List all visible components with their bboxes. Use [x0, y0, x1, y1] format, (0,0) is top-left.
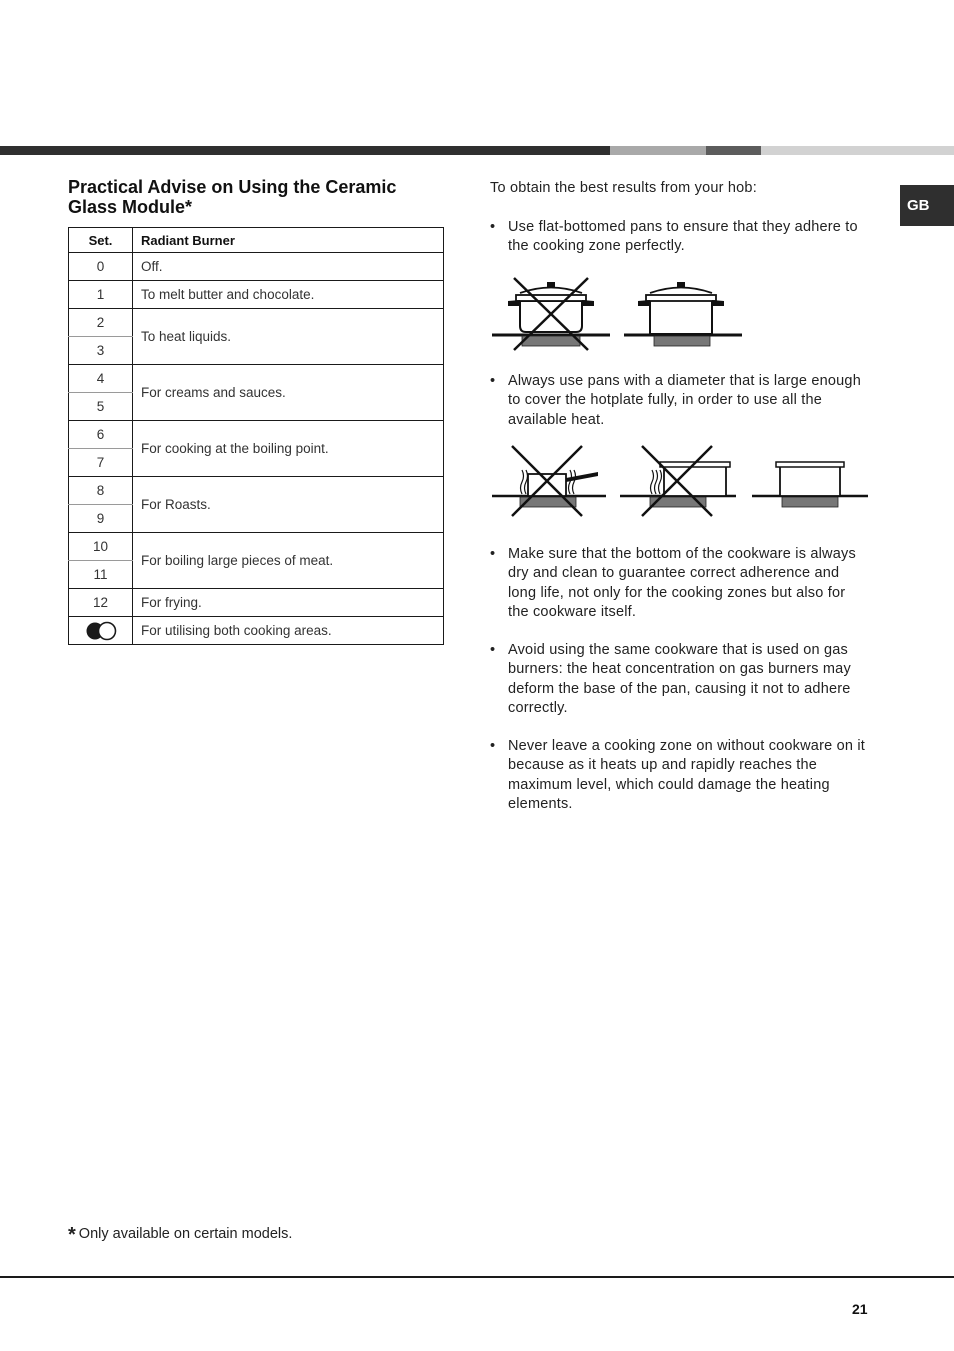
footnote [68, 1224, 292, 1247]
column-header-radiant-burner: Radiant Burner [133, 228, 444, 253]
bullet-text: Always use pans with a diameter that is large enough to cover the hotplate fully, in order to use all the available heat. [508, 373, 861, 428]
set-value: 5 [69, 393, 133, 421]
set-value: 2 [69, 309, 133, 337]
advice-bullet [490, 737, 870, 814]
footer-rule [0, 1276, 954, 1278]
bullet-text: Use flat-bottomed pans to ensure that they adhere to the cooking zone perfectly. [508, 219, 858, 255]
set-value: 12 [69, 589, 133, 617]
bullet-dot-icon: • [490, 546, 496, 562]
bullet-dot-icon: • [490, 219, 496, 235]
bullet-text: Avoid using the same cookware that is used on gas burners: the heat concentration on gas burners may deform the base of the pan, causing it not to adhere correctly. [508, 642, 851, 716]
setting-description: To melt butter and chocolate. [133, 281, 444, 309]
advice-bullet [490, 218, 870, 257]
setting-description: For creams and sauces. [133, 365, 444, 421]
flat-bottom-pan-illustration [490, 276, 750, 352]
header-color-bar [0, 146, 954, 155]
setting-description: For utilising both cooking areas. [133, 617, 444, 645]
section-title: Practical Advise on Using the Ceramic Glass Module* [68, 177, 397, 217]
table-row [69, 253, 444, 281]
column-header-set: Set. [69, 228, 133, 253]
bullet-dot-icon: • [490, 373, 496, 389]
pan-diameter-illustration [490, 444, 870, 520]
setting-description: For frying. [133, 589, 444, 617]
set-value: 1 [69, 281, 133, 309]
table-row [69, 617, 444, 645]
footnote-text: Only available on certain models. [78, 1226, 293, 1242]
setting-description: To heat liquids. [133, 309, 444, 365]
set-value: 6 [69, 421, 133, 449]
advice-bullet [490, 372, 870, 430]
table-row [69, 589, 444, 617]
table-row [69, 281, 444, 309]
setting-description: Off. [133, 253, 444, 281]
set-value: 8 [69, 477, 133, 505]
advice-bullet [490, 545, 870, 622]
set-value: 0 [69, 253, 133, 281]
table-header-row [69, 228, 444, 253]
advice-intro: To obtain the best results from your hob: [490, 180, 757, 196]
set-value: 9 [69, 505, 133, 533]
settings-table [68, 227, 444, 645]
bullet-dot-icon: • [490, 738, 496, 754]
table-row [69, 365, 444, 393]
setting-description: For cooking at the boiling point. [133, 421, 444, 477]
header-bar-segment [610, 146, 706, 155]
table-row [69, 421, 444, 449]
table-row [69, 477, 444, 505]
table-row [69, 309, 444, 337]
bullet-text: Never leave a cooking zone on without cookware on it because as it heats up and rapidly reaches the maximum level, which could damage the heating elements. [508, 738, 865, 812]
advice-bullet [490, 641, 870, 718]
set-value: 11 [69, 561, 133, 589]
set-value: 7 [69, 449, 133, 477]
dual-zone-icon [84, 621, 118, 641]
header-bar-segment [761, 146, 954, 155]
bullet-dot-icon: • [490, 642, 496, 658]
language-tab: GB [900, 185, 954, 226]
setting-description: For Roasts. [133, 477, 444, 533]
footnote-marker: * [68, 1224, 76, 1246]
header-bar-segment [706, 146, 761, 155]
set-value: 3 [69, 337, 133, 365]
header-bar-segment [0, 146, 610, 155]
set-value: 4 [69, 365, 133, 393]
set-value [69, 617, 133, 645]
set-value: 10 [69, 533, 133, 561]
table-row [69, 533, 444, 561]
bullet-text: Make sure that the bottom of the cookware is always dry and clean to guarantee correct adherence and long life, not only for the cooking zones but also for the cookware itself. [508, 546, 856, 620]
page-number: 21 [852, 1301, 868, 1317]
setting-description: For boiling large pieces of meat. [133, 533, 444, 589]
